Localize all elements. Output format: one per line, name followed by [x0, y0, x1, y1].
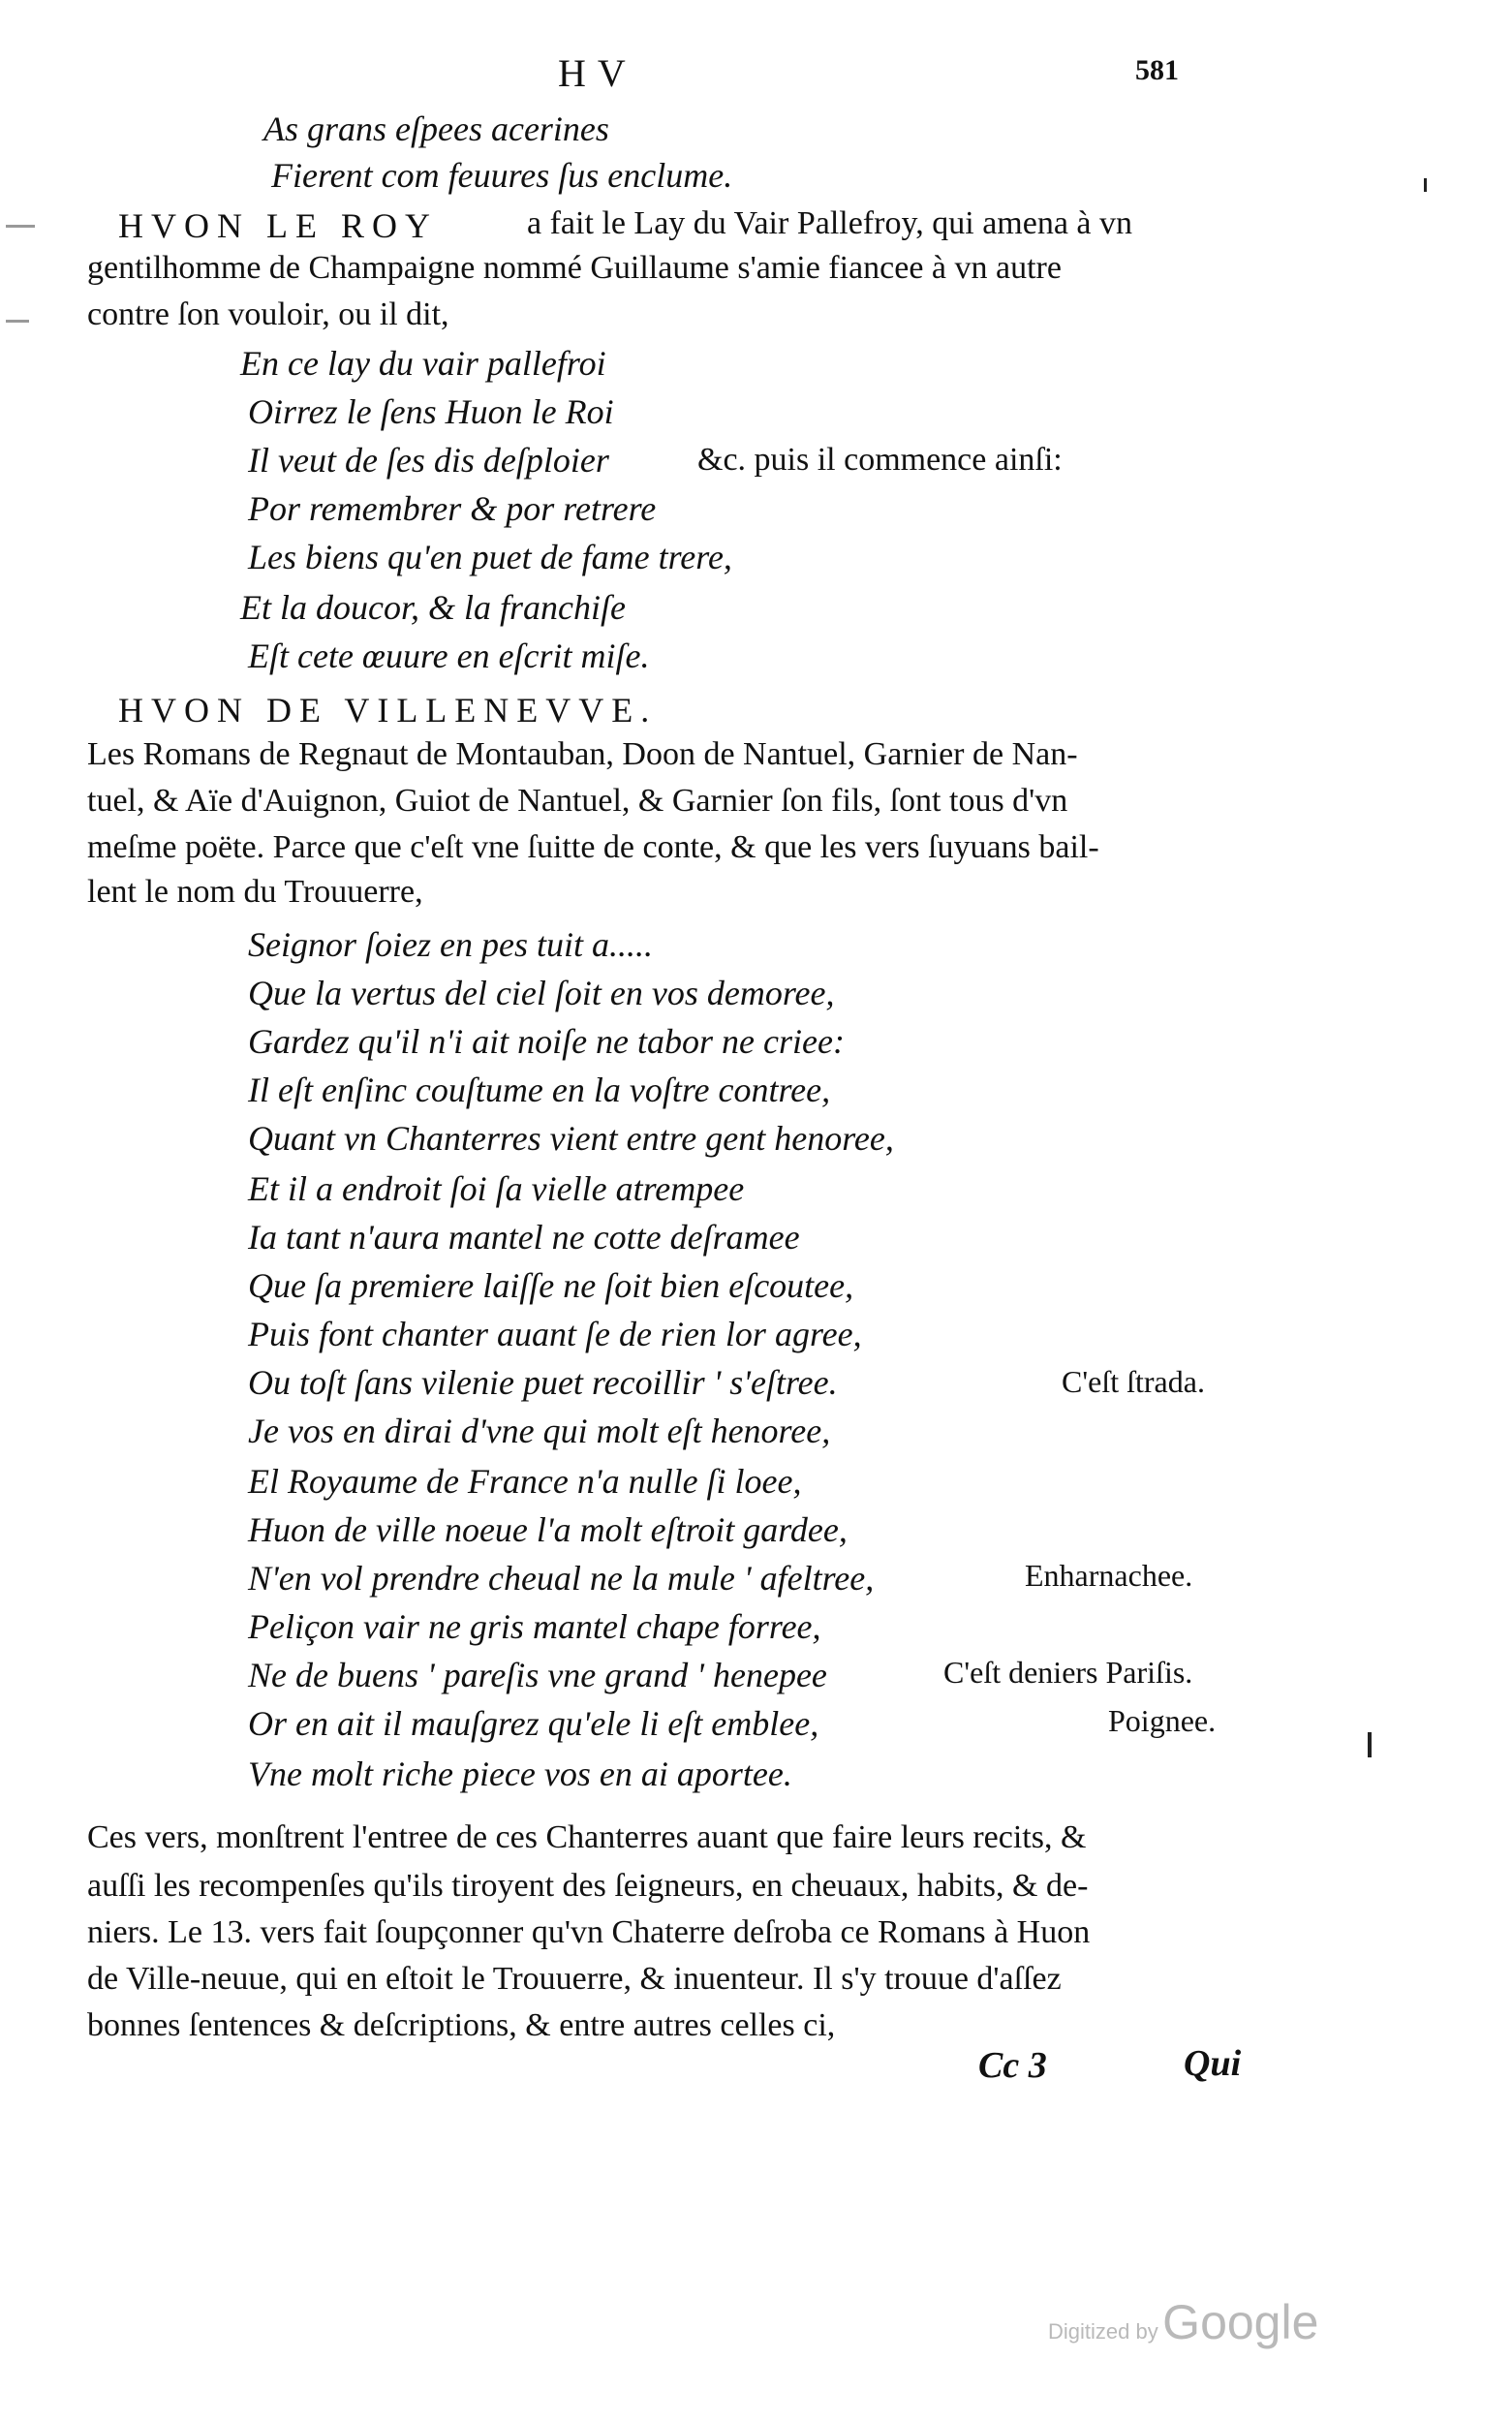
verse-line: Huon de ville noeue l'a molt eſtroit gardee,	[248, 1510, 848, 1549]
prose-line: auſſi les recompenſes qu'ils tiroyent des ſeigneurs, en cheuaux, habits, & de-	[87, 1868, 1089, 1904]
catchword: Qui	[1184, 2043, 1242, 2084]
verse-line: Or en ait il mauſgrez qu'ele li eſt emblee,	[248, 1704, 819, 1743]
margin-gloss: C'eſt ſtrada.	[1062, 1364, 1205, 1399]
verse-line: Que ſa premiere laiſſe ne ſoit bien eſcoutee,	[248, 1266, 854, 1305]
verse-line: Seignor ſoiez en pes tuit a.....	[248, 925, 653, 964]
signature-mark: Cc 3	[978, 2045, 1047, 2086]
scan-speck	[6, 320, 29, 323]
prose-line: de Ville-neuue, qui en eſtoit le Trouuerre, & inuenteur. Il s'y trouue d'aſſez	[87, 1961, 1062, 1997]
verse-line: Que la vertus del ciel ſoit en vos demoree,	[248, 974, 835, 1012]
prose-line: meſme poëte. Parce que c'eſt vne ſuitte de conte, & que les vers ſuyuans bail-	[87, 829, 1099, 865]
inline-note: &c. puis il commence ainſi:	[697, 442, 1063, 478]
verse-line: Les biens qu'en puet de fame trere,	[248, 538, 732, 576]
prose-line: a fait le Lay du Vair Pallefroy, qui amena à vn	[527, 205, 1132, 241]
verse-line: Gardez qu'il n'i ait noiſe ne tabor ne criee:	[248, 1022, 845, 1061]
verse-line: Oirrez le ſens Huon le Roi	[248, 392, 614, 431]
section-heading: HVON DE VILLENEVVE.	[118, 691, 658, 730]
scan-speck	[6, 225, 35, 228]
google-logo: Google	[1162, 2295, 1319, 2349]
prose-line: contre ſon vouloir, ou il dit,	[87, 296, 449, 332]
verse-line: Eſt cete œuure en eſcrit miſe.	[248, 637, 650, 675]
verse-line: Quant vn Chanterres vient entre gent henoree,	[248, 1119, 894, 1158]
section-heading: HVON LE ROY	[118, 206, 438, 245]
scan-speck	[1424, 178, 1427, 192]
verse-line: Il veut de ſes dis deſploier	[248, 441, 609, 480]
prose-line: bonnes ſentences & deſcriptions, & entre autres celles ci,	[87, 2007, 836, 2043]
verse-line: Et il a endroit ſoi ſa vielle atrempee	[248, 1169, 745, 1208]
verse-line: Ou toſt ſans vilenie puet recoillir ' s'eſtree.	[248, 1363, 838, 1402]
prose-line: Ces vers, monſtrent l'entree de ces Chanterres auant que faire leurs recits, &	[87, 1819, 1087, 1855]
scan-speck	[1368, 1732, 1372, 1757]
margin-gloss: Enharnachee.	[1025, 1558, 1193, 1593]
verse-line: Ne de buens ' pareſis vne grand ' henepee	[248, 1656, 827, 1694]
watermark-prefix: Digitized by	[1048, 2319, 1158, 2344]
page-number: 581	[1135, 54, 1179, 86]
verse-line: Puis font chanter auant ſe de rien lor agree,	[248, 1315, 862, 1353]
prose-line: gentilhomme de Champaigne nommé Guillaume s'amie fiancee à vn autre	[87, 250, 1062, 286]
prose-line: lent le nom du Trouuerre,	[87, 874, 423, 910]
prose-line: tuel, & Aïe d'Auignon, Guiot de Nantuel, & Garnier ſon fils, ſont tous d'vn	[87, 783, 1068, 819]
verse-line: En ce lay du vair pallefroi	[240, 344, 606, 383]
prose-line: Les Romans de Regnaut de Montauban, Doon de Nantuel, Garnier de Nan-	[87, 736, 1078, 772]
prose-line: niers. Le 13. vers fait ſoupçonner qu'vn Chaterre deſroba ce Romans à Huon	[87, 1914, 1091, 1950]
verse-line: Por remembrer & por retrere	[248, 489, 657, 528]
margin-gloss: Poignee.	[1108, 1703, 1217, 1738]
verse-line: Peliçon vair ne gris mantel chape forree,	[248, 1607, 821, 1646]
verse-line: El Royaume de France n'a nulle ſi loee,	[248, 1462, 802, 1501]
verse-line: Je vos en dirai d'vne qui molt eſt henoree,	[248, 1412, 831, 1450]
verse-line: Et la doucor, & la franchiſe	[240, 588, 626, 627]
digitized-watermark	[1048, 2294, 1318, 2350]
verse-line: Vne molt riche piece vos en ai aportee.	[248, 1754, 792, 1793]
running-title: HV	[558, 51, 637, 95]
verse-line: Ia tant n'aura mantel ne cotte deſramee	[248, 1218, 800, 1257]
margin-gloss: C'eſt deniers Pariſis.	[943, 1655, 1193, 1690]
verse-line: Fierent com feuures ſus enclume.	[271, 156, 733, 195]
verse-line: N'en vol prendre cheual ne la mule ' afeltree,	[248, 1559, 875, 1598]
verse-line: Il eſt enſinc couſtume en la voſtre contree,	[248, 1071, 831, 1109]
verse-line: As grans eſpees acerines	[263, 109, 609, 148]
